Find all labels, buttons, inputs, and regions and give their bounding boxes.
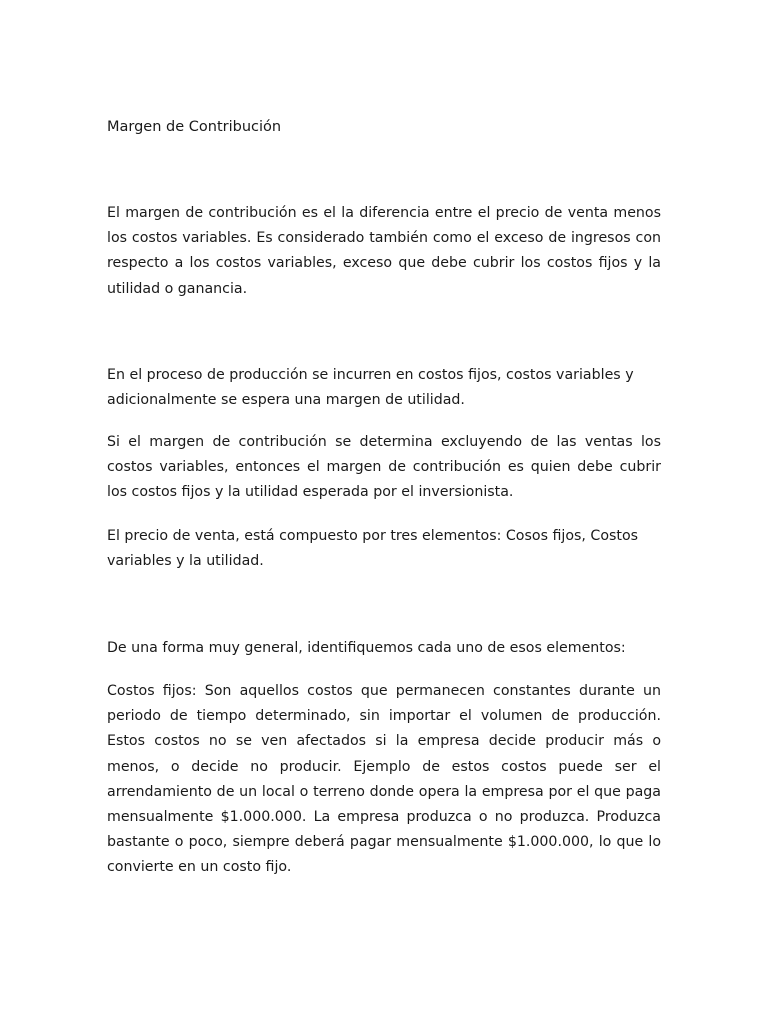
paragraph-elements-intro: De una forma muy general, identifiquemos cada uno de esos elementos: [107,640,626,656]
paragraph-production-process: En el proceso de producción se incurren en costos fijos, costos variables y adicionalmente se espera una margen de utilidad. [107,367,634,409]
paragraph-fixed-costs: Costos fijos: Son aquellos costos que permanecen constantes durante un periodo de tiempo determinado, sin importar el volumen de producción. Estos costos no se ven afectados si la empresa decide producir más o menos, o decide no producir. Ejemplo de estos costos puede ser el arrendamiento de un local o terreno donde opera la empresa por el que paga mensualmente $1.000.000. La empresa produzca o no produzca. Produzca bastante o poco, siempre deberá pagar mensualmente $1.000.000, lo que lo convierte en un costo fijo. [107,683,661,876]
paragraph-contribution-margin: Si el margen de contribución se determina excluyendo de las ventas los costos variables, entonces el margen de contribución es quien debe cubrir los costos fijos y la utilidad esperada por el inversionista. [107,434,661,501]
document-title: Margen de Contribución [107,119,282,135]
paragraph-sale-price-elements: El precio de venta, está compuesto por tres elementos: Cosos fijos, Costos variables y la utilidad. [107,528,639,570]
paragraph-definition: El margen de contribución es el la diferencia entre el precio de venta menos los costos variables. Es considerado también como el exceso de ingresos con respecto a los costos variables, exceso que debe cubrir los costos fijos y la utilidad o ganancia. [107,205,661,297]
